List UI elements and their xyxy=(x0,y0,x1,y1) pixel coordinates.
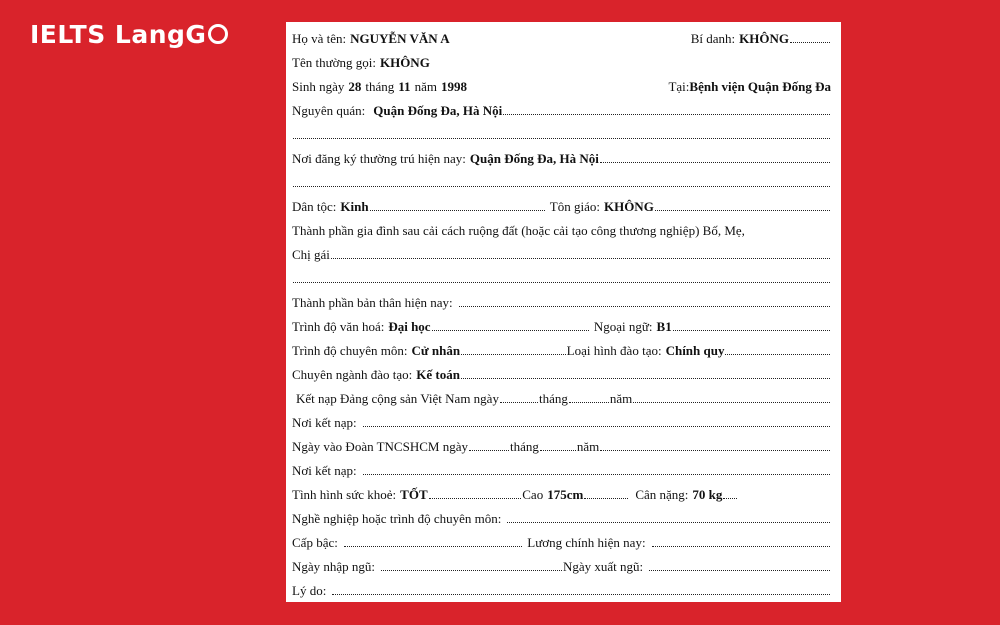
ngoai-ngu-label: Ngoại ngữ: xyxy=(593,319,653,334)
suc-khoe-value: TỐT xyxy=(400,487,428,502)
ho-ten-value: NGUYỄN VĂN A xyxy=(350,31,450,46)
tai-label: Tại: xyxy=(668,79,690,94)
nguyen-quan-value: Quận Đống Đa, Hà Nội xyxy=(373,103,503,118)
sinh-ngay-day: 28 xyxy=(348,79,362,94)
bi-danh-label: Bí danh: xyxy=(690,31,736,46)
loai-hinh-dots xyxy=(725,354,830,355)
brand-name: IELTS LangG xyxy=(30,20,207,49)
noi-ket-nap-label-1: Nơi kết nạp: xyxy=(292,415,357,430)
nghe-nghiep-dots xyxy=(507,522,830,523)
ho-ten-label: Họ và tên: xyxy=(292,31,347,46)
logo-o-icon xyxy=(208,24,228,44)
form-paper xyxy=(286,22,841,602)
ten-thuong-goi-value: KHÔNG xyxy=(379,55,430,70)
loai-hinh-label: Loại hình đào tạo: xyxy=(566,343,662,358)
row-van-hoa xyxy=(292,314,831,334)
nguyen-quan-dots xyxy=(503,114,830,115)
row-blank-1 xyxy=(292,122,831,142)
row-cap-bac xyxy=(292,530,831,550)
loai-hinh-value: Chính quy xyxy=(665,343,725,358)
vao-doan-nam-dots xyxy=(600,450,830,451)
chuyen-nganh-label: Chuyên ngành đào tạo: xyxy=(292,367,413,382)
bi-danh-dots xyxy=(790,42,830,43)
ton-giao-dots xyxy=(655,210,830,211)
ngay-nhap-ngu-label: Ngày nhập ngũ: xyxy=(292,559,376,574)
thanh-phan-gia-dinh-label: Thành phần gia đình sau cải cách ruộng đất (hoặc cải tạo công thương nghiệp) Bố, Mẹ, xyxy=(292,223,745,238)
noi-ket-nap-dots-1 xyxy=(363,426,830,427)
noi-dang-ky-value: Quận Đống Đa, Hà Nội xyxy=(469,151,599,166)
cao-value: 175cm xyxy=(547,487,584,502)
row-ten-thuong-goi xyxy=(292,50,831,70)
row-thanh-phan-gia-dinh xyxy=(292,218,831,238)
vao-doan-thang-dots xyxy=(540,450,576,451)
can-nang-label: Cân nặng: xyxy=(635,487,689,502)
chuyen-mon-dots xyxy=(461,354,566,355)
row-blank-3 xyxy=(292,266,831,286)
vao-doan-nam-word: năm xyxy=(576,439,600,454)
row-nhap-ngu xyxy=(292,554,831,574)
ton-giao-value: KHÔNG xyxy=(603,199,654,214)
row-noi-dang-ky xyxy=(292,146,831,166)
ket-nap-thang-dots xyxy=(569,402,609,403)
row-ngay-vao-doan xyxy=(292,434,831,454)
ngoai-ngu-dots xyxy=(673,330,830,331)
row-ly-do xyxy=(292,578,831,598)
xuat-ngu-dots xyxy=(649,570,830,571)
row-blank-2 xyxy=(292,170,831,190)
sinh-thang-word: tháng xyxy=(365,79,395,94)
chi-gai-dots xyxy=(331,258,830,259)
chuyen-nganh-value: Kế toán xyxy=(416,367,460,382)
trinh-do-chuyen-mon-label: Trình độ chuyên môn: xyxy=(292,343,408,358)
blank-dots-3 xyxy=(293,282,830,283)
nguyen-quan-label: Nguyên quán: xyxy=(292,103,366,118)
row-chuyen-mon xyxy=(292,338,831,358)
luong-dots xyxy=(652,546,830,547)
noi-dang-ky-dots xyxy=(600,162,830,163)
vao-doan-ngay-dots xyxy=(469,450,509,451)
bi-danh-value: KHÔNG xyxy=(739,31,789,46)
blank-dots-1 xyxy=(293,138,830,139)
luong-label: Lương chính hiện nay: xyxy=(527,535,646,550)
tai-value: Bệnh viện Quận Đống Đa xyxy=(689,79,831,94)
row-noi-ket-nap-2 xyxy=(292,458,831,478)
van-hoa-dots xyxy=(432,330,589,331)
thanh-phan-ban-than-dots xyxy=(459,306,830,307)
ket-nap-dang-label: Kết nạp Đảng cộng sản Việt Nam ngày xyxy=(296,391,499,406)
trinh-do-van-hoa-value: Đại học xyxy=(388,319,431,334)
ten-thuong-goi-label: Tên thường gọi: xyxy=(292,55,376,70)
thanh-phan-ban-than-label: Thành phần bản thân hiện nay: xyxy=(292,295,453,310)
row-ho-ten xyxy=(292,26,831,46)
noi-ket-nap-label-2: Nơi kết nạp: xyxy=(292,463,357,478)
ngoai-ngu-value: B1 xyxy=(656,319,672,334)
dan-toc-dots xyxy=(370,210,545,211)
suc-khoe-dots xyxy=(429,498,522,499)
cao-label: Cao xyxy=(522,487,544,502)
sinh-month: 11 xyxy=(398,79,411,94)
row-chuyen-nganh xyxy=(292,362,831,382)
dan-toc-value: Kinh xyxy=(340,199,369,214)
vao-doan-thang-word: tháng xyxy=(509,439,539,454)
sinh-nam-word: năm xyxy=(414,79,437,94)
ket-nap-ngay-dots xyxy=(500,402,538,403)
trinh-do-van-hoa-label: Trình độ văn hoá: xyxy=(292,319,385,334)
brand-logo xyxy=(30,20,228,49)
sinh-year: 1998 xyxy=(440,79,467,94)
ket-nap-nam-dots xyxy=(633,402,830,403)
row-noi-ket-nap-1 xyxy=(292,410,831,430)
ton-giao-label: Tôn giáo: xyxy=(549,199,600,214)
ly-do-dots xyxy=(332,594,830,595)
nhap-ngu-dots xyxy=(381,570,562,571)
suc-khoe-label: Tình hình sức khoẻ: xyxy=(292,487,397,502)
ket-nap-thang-word: tháng xyxy=(538,391,568,406)
row-thanh-phan-ban-than xyxy=(292,290,831,310)
sinh-ngay-label: Sinh ngày xyxy=(292,79,345,94)
row-nghe-nghiep xyxy=(292,506,831,526)
cap-bac-label: Cấp bậc: xyxy=(292,535,338,550)
trinh-do-chuyen-mon-value: Cử nhân xyxy=(411,343,461,358)
can-nang-value: 70 kg xyxy=(692,487,723,502)
nghe-nghiep-label: Nghề nghiệp hoặc trình độ chuyên môn: xyxy=(292,511,502,526)
row-chi-gai xyxy=(292,242,831,262)
can-nang-dots xyxy=(723,498,737,499)
row-sinh-ngay xyxy=(292,74,831,94)
row-nguyen-quan xyxy=(292,98,831,118)
cap-bac-dots xyxy=(344,546,522,547)
row-ket-nap-dang xyxy=(292,386,831,406)
row-suc-khoe xyxy=(292,482,831,502)
blank-dots-2 xyxy=(293,186,830,187)
ket-nap-nam-word: năm xyxy=(609,391,633,406)
row-dan-toc xyxy=(292,194,831,214)
cao-dots xyxy=(584,498,628,499)
dan-toc-label: Dân tộc: xyxy=(292,199,337,214)
noi-ket-nap-dots-2 xyxy=(363,474,830,475)
chi-gai-label: Chị gái xyxy=(292,247,330,262)
noi-dang-ky-label: Nơi đăng ký thường trú hiện nay: xyxy=(292,151,466,166)
ngay-xuat-ngu-label: Ngày xuất ngũ: xyxy=(562,559,644,574)
chuyen-nganh-dots xyxy=(461,378,830,379)
ly-do-label: Lý do: xyxy=(292,583,327,598)
ngay-vao-doan-label: Ngày vào Đoàn TNCSHCM ngày xyxy=(292,439,468,454)
